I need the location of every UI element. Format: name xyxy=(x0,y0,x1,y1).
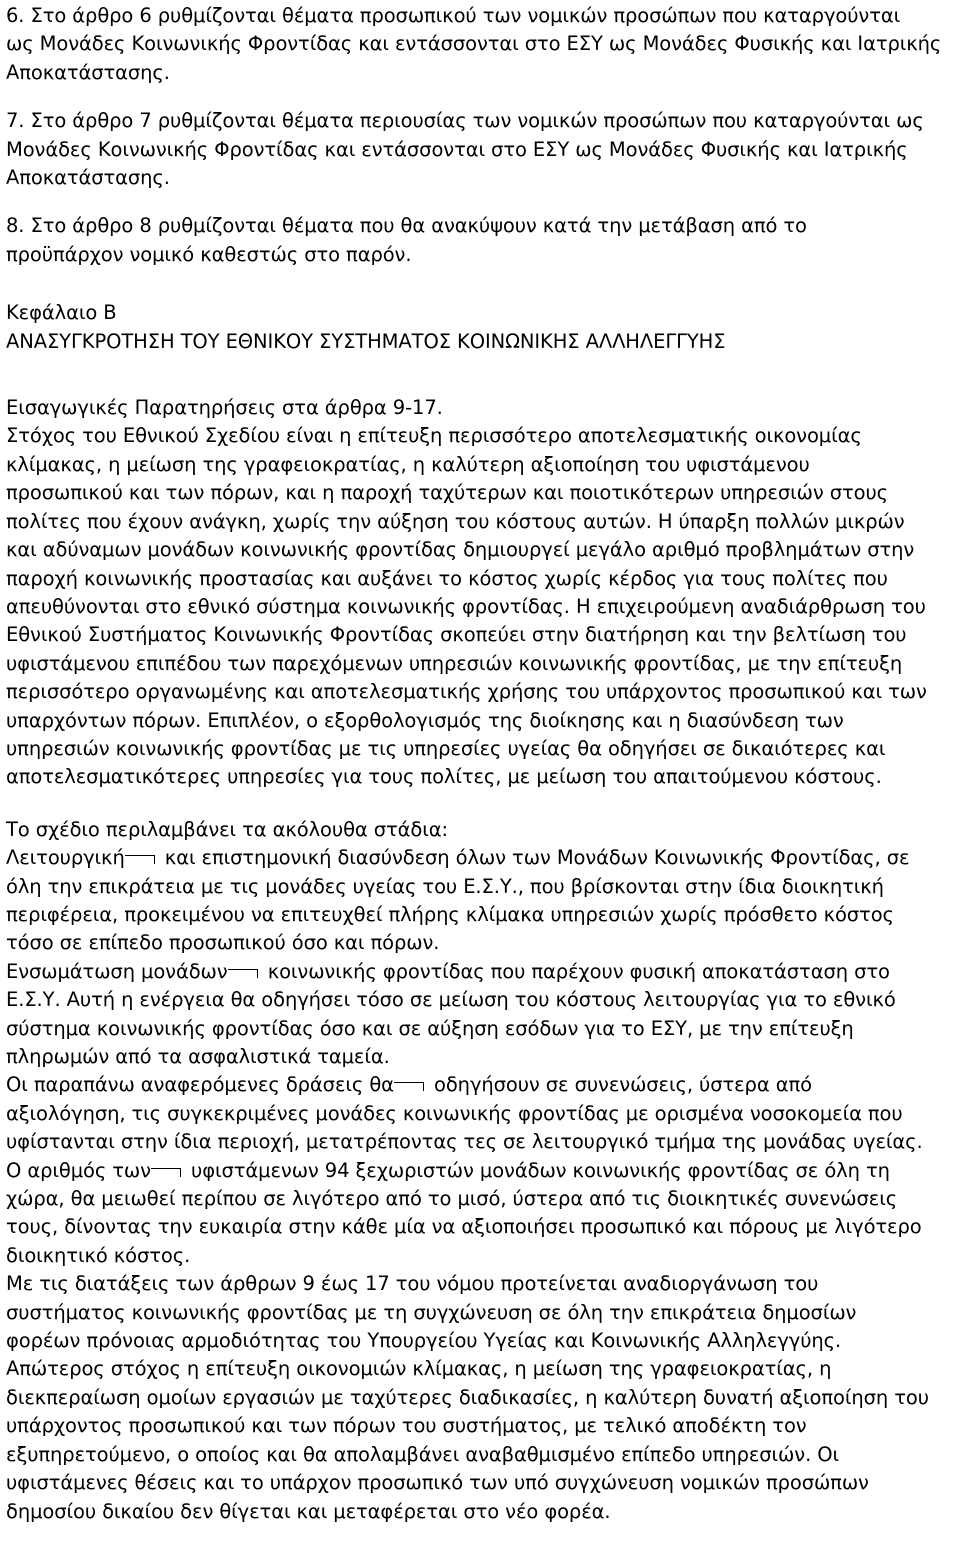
plan-stage-2 xyxy=(6,958,960,1072)
text-line: περιφέρεια, προκειμένου να επιτευχθεί πλήρης κλίμακα υπηρεσιών χωρίς πρόσθετο κόστος xyxy=(6,902,894,926)
text-fragment: Λειτουργική xyxy=(6,846,125,870)
plan-heading: Το σχέδιο περιλαμβάνει τα ακόλουθα στάδια: xyxy=(6,817,448,841)
text-line: δημοσίου δικαίου δεν θίγεται και μεταφέρεται στο νέο φορέα. xyxy=(6,1499,611,1523)
text-line: υπαρχόντων πόρων. Επιπλέον, ο εξορθολογισμός της διοίκησης και η διασύνδεση των xyxy=(6,708,844,732)
text-line xyxy=(6,1157,960,1185)
text-line: περισσότερο οργανωμένης και αποτελεσματικής χρήσης του υπάρχοντος προσωπικού και των xyxy=(6,680,927,704)
text-fragment: οδηγήσουν σε συνενώσεις, ύστερα από xyxy=(427,1073,812,1097)
article-item-6 xyxy=(6,2,960,87)
text-line: Ε.Σ.Υ. Αυτή η ενέργεια θα οδηγήσει τόσο σε μείωση του κόστους λειτουργίας για το εθνικό xyxy=(6,988,896,1012)
text-fragment: υφιστάμενων 94 ξεχωριστών μονάδων κοινωνικής φροντίδας σε όλη τη xyxy=(184,1158,890,1182)
not-sign-icon xyxy=(151,1171,185,1172)
text-fragment: Οι παραπάνω αναφερόμενες δράσεις θα xyxy=(6,1073,394,1097)
article-item-7 xyxy=(6,107,960,192)
text-line: τόσο σε επίπεδο προσωπικού όσο και πόρων. xyxy=(6,931,440,955)
text-line: Μονάδες Κοινωνικής Φροντίδας και εντάσσονται στο ΕΣΥ ως Μονάδες Φυσικής και Ιατρικής xyxy=(6,137,908,161)
text-line: διοικητικό κόστος. xyxy=(6,1243,191,1267)
plan-stage-3 xyxy=(6,1071,960,1156)
chapter-title: ΑΝΑΣΥΓΚΡΟΤΗΣΗ ΤΟΥ ΕΘΝΙΚΟΥ ΣΥΣΤΗΜΑΤΟΣ ΚΟΙΝΩΝΙΚΗΣ ΑΛΛΗΛΕΓΓΥΗΣ xyxy=(6,329,726,353)
text-line: αξιολόγηση, τις συγκεκριμένες μονάδες κοινωνικής φροντίδας με ορισμένα νοσοκομεία που xyxy=(6,1101,903,1125)
plan-section xyxy=(6,816,960,1271)
text-line xyxy=(6,958,960,986)
text-line: 7. Στο άρθρο 7 ρυθμίζονται θέματα περιουσίας των νομικών προσώπων που καταργούνται ως xyxy=(6,109,924,133)
chapter-heading xyxy=(6,299,960,356)
text-line: φορέων πρόνοιας αρμοδιότητας του Υπουργείου Υγείας και Κοινωνικής Αλληλεγγύης. xyxy=(6,1329,842,1353)
text-line: Απώτερος στόχος η επίτευξη οικονομιών κλίμακας, η μείωση της γραφειοκρατίας, η xyxy=(6,1357,832,1381)
text-line: χώρα, θα μειωθεί περίπου σε λιγότερο από το μισό, ύστερα από τις διοικητικές συνενώσεις xyxy=(6,1187,898,1211)
intro-section xyxy=(6,394,960,792)
text-line: όλη την επικράτεια με τις μονάδες υγείας του Ε.Σ.Υ., που βρίσκονται στην ίδια διοικητική xyxy=(6,874,884,898)
plan-stage-1 xyxy=(6,844,960,958)
text-line: συστήματος κοινωνικής φροντίδας με τη συγχώνευση σε όλη την επικράτεια δημοσίων xyxy=(6,1300,857,1324)
text-line: και αδύναμων μονάδων κοινωνικής φροντίδας δημιουργεί μεγάλο αριθμό προβλημάτων στην xyxy=(6,538,915,562)
text-line xyxy=(6,844,960,872)
text-line: Αποκατάστασης. xyxy=(6,166,170,190)
chapter-label: Κεφάλαιο Β xyxy=(6,301,117,325)
not-sign-icon xyxy=(228,972,262,973)
text-line: διεκπεραίωση ομοίων εργασιών με ταχύτερες διαδικασίες, η καλύτερη δυνατή αξιοποίηση του xyxy=(6,1385,929,1409)
not-sign-icon xyxy=(394,1085,428,1086)
text-line: υφιστάμενου επιπέδου των παρεχόμενων υπηρεσιών κοινωνικής φροντίδας, με την επίτευξη xyxy=(6,651,903,675)
text-line: κλίμακας, η μείωση της γραφειοκρατίας, η καλύτερη αξιοποίηση του υφιστάμενου xyxy=(6,452,810,476)
text-line: υφίστανται στην ίδια περιοχή, μετατρέποντας τες σε λειτουργικό τμήμα της μονάδας υγείας. xyxy=(6,1130,923,1154)
text-line: πολίτες που έχουν ανάγκη, χωρίς την αύξηση του κόστους αυτών. Η ύπαρξη πολλών μικρών xyxy=(6,509,905,533)
text-line: αποτελεσματικότερες υπηρεσίες για τους πολίτες, με μείωση του απαιτούμενου κόστους. xyxy=(6,765,882,789)
text-line: πληρωμών από τα ασφαλιστικά ταμεία. xyxy=(6,1045,390,1068)
plan-stage-4 xyxy=(6,1157,960,1271)
text-line: τους, δίνοντας την ευκαιρία στην κάθε μία να αξιοποιήσει προσωπικό και πόρους με λιγότερο xyxy=(6,1215,922,1239)
text-line: απευθύνονται στο εθνικό σύστημα κοινωνικής φροντίδας. Η επιχειρούμενη αναδιάρθρωση του xyxy=(6,594,926,618)
text-line: εξυπηρετούμενο, ο οποίος και θα απολαμβάνει αναβαθμισμένο επίπεδο υπηρεσιών. Οι xyxy=(6,1442,840,1466)
text-line: προϋπάρχον νομικό καθεστώς στο παρόν. xyxy=(6,242,412,266)
text-fragment: Ενσωμάτωση μονάδων xyxy=(6,959,228,983)
text-fragment: Ο αριθμός των xyxy=(6,1158,151,1182)
article-item-8 xyxy=(6,212,960,269)
text-line: παροχή κοινωνικής προστασίας και αυξάνει το κόστος χωρίς κέρδος για τους πολίτες που xyxy=(6,566,888,590)
text-line xyxy=(6,1071,960,1099)
not-sign-icon xyxy=(125,858,159,859)
text-fragment: κοινωνικής φροντίδας που παρέχουν φυσική αποκατάσταση στο xyxy=(261,959,890,983)
text-line: υπάρχοντος προσωπικού και των πόρων του συστήματος, με τελικό αποδέκτη τον xyxy=(6,1414,807,1438)
text-line: Στόχος του Εθνικού Σχεδίου είναι η επίτευξη περισσότερο αποτελεσματικής οικονομίας xyxy=(6,424,862,448)
text-fragment: και επιστημονική διασύνδεση όλων των Μονάδων Κοινωνικής Φροντίδας, σε xyxy=(158,846,910,870)
text-line: 8. Στο άρθρο 8 ρυθμίζονται θέματα που θα ανακύψουν κατά την μετάβαση από το xyxy=(6,214,807,238)
text-line: Αποκατάστασης. xyxy=(6,60,170,84)
text-line: ως Μονάδες Κοινωνικής Φροντίδας και εντάσσονται στο ΕΣΥ ως Μονάδες Φυσικής και Ιατρικής xyxy=(6,32,942,56)
intro-heading: Εισαγωγικές Παρατηρήσεις στα άρθρα 9-17. xyxy=(6,396,443,420)
text-line: υπηρεσιών κοινωνικής φροντίδας με τις υπηρεσίες υγείας θα οδηγήσει σε δικαιότερες και xyxy=(6,736,886,760)
closing-section xyxy=(6,1270,960,1526)
text-line: Με τις διατάξεις των άρθρων 9 έως 17 του νόμου προτείνεται αναδιοργάνωση του xyxy=(6,1272,819,1296)
text-line: προσωπικού και των πόρων, και η παροχή ταχύτερων και ποιοτικότερων υπηρεσιών στους xyxy=(6,481,889,505)
text-line: 6. Στο άρθρο 6 ρυθμίζονται θέματα προσωπικού των νομικών προσώπων που καταργούνται xyxy=(6,4,901,27)
text-line: υφιστάμενες θέσεις και το υπάρχον προσωπικό των υπό συγχώνευση νομικών προσώπων xyxy=(6,1471,869,1495)
text-line: Εθνικού Συστήματος Κοινωνικής Φροντίδας σκοπεύει στην διατήρηση και την βελτίωση του xyxy=(6,623,907,647)
text-line: σύστημα κοινωνικής φροντίδας όσο και σε αύξηση εσόδων για το ΕΣΥ, με την επίτευξη xyxy=(6,1016,854,1040)
